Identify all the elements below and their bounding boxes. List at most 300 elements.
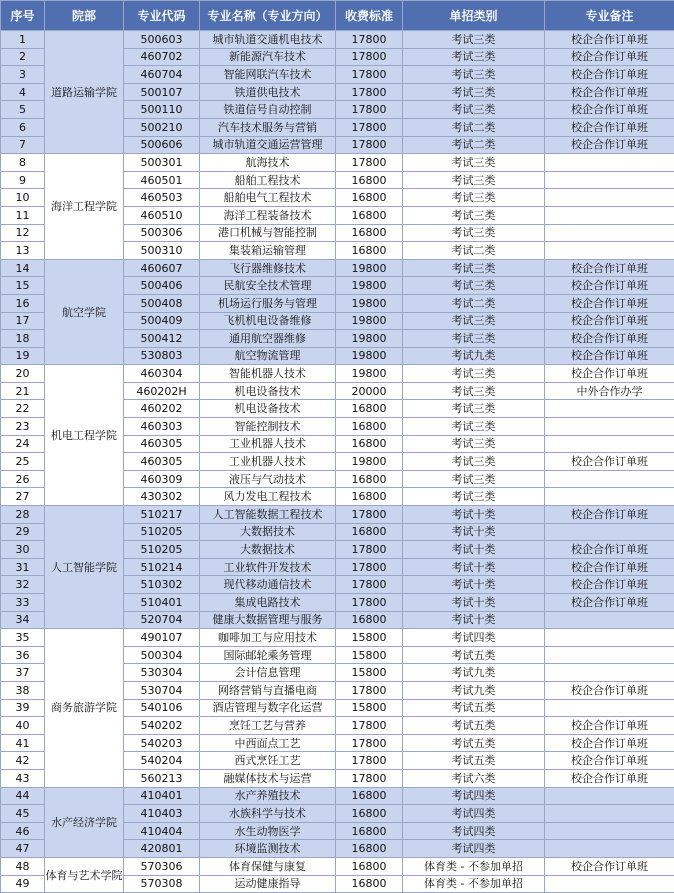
major-code-cell: 500301: [124, 154, 200, 172]
fee-cell: 17800: [336, 48, 403, 66]
remarks-cell: 校企合作订单班: [545, 576, 674, 594]
fee-cell: 17800: [336, 558, 403, 576]
major-code-cell: 460309: [124, 470, 200, 488]
admission-category-cell: 考试三类: [403, 418, 545, 436]
fee-cell: 19800: [336, 330, 403, 348]
remarks-cell: 校企合作订单班: [545, 769, 674, 787]
admission-category-cell: 考试三类: [403, 224, 545, 242]
major-code-cell: 500603: [124, 31, 200, 49]
remarks-cell: [545, 154, 674, 172]
major-code-cell: 570306: [124, 857, 200, 875]
major-name-cell: 汽车技术服务与营销: [200, 118, 336, 136]
fee-cell: 17800: [336, 752, 403, 770]
table-header: [1, 1, 674, 31]
admission-category-cell: 考试三类: [403, 101, 545, 119]
major-code-cell: 500409: [124, 312, 200, 330]
major-code-cell: 460510: [124, 206, 200, 224]
admission-category-cell: 考试十类: [403, 541, 545, 559]
admission-category-cell: 考试三类: [403, 83, 545, 101]
major-name-cell: 水生动物医学: [200, 822, 336, 840]
major-code-cell: 530704: [124, 681, 200, 699]
row-index-cell: 10: [1, 189, 45, 207]
admission-category-cell: 考试五类: [403, 717, 545, 735]
major-name-cell: 机场运行服务与管理: [200, 294, 336, 312]
admission-category-cell: 考试三类: [403, 277, 545, 295]
major-name-cell: 体育保健与康复: [200, 857, 336, 875]
major-name-cell: 城市轨道交通运营管理: [200, 136, 336, 154]
remarks-cell: [545, 664, 674, 682]
remarks-cell: 校企合作订单班: [545, 136, 674, 154]
major-name-cell: 船舶工程技术: [200, 171, 336, 189]
row-index-cell: 40: [1, 717, 45, 735]
admission-category-cell: 考试三类: [403, 154, 545, 172]
header-remarks: 专业备注: [545, 1, 674, 31]
major-name-cell: 现代移动通信技术: [200, 576, 336, 594]
remarks-cell: 校企合作订单班: [545, 857, 674, 875]
fee-cell: 19800: [336, 294, 403, 312]
row-index-cell: 13: [1, 242, 45, 260]
major-name-cell: 机电设备技术: [200, 382, 336, 400]
major-code-cell: 500408: [124, 294, 200, 312]
admission-category-cell: 考试三类: [403, 365, 545, 383]
major-code-cell: 540106: [124, 699, 200, 717]
major-code-cell: 460503: [124, 189, 200, 207]
fee-cell: 15800: [336, 664, 403, 682]
row-index-cell: 47: [1, 840, 45, 858]
major-name-cell: 中西面点工艺: [200, 734, 336, 752]
major-code-cell: 540204: [124, 752, 200, 770]
major-name-cell: 铁道供电技术: [200, 83, 336, 101]
major-name-cell: 咖啡加工与应用技术: [200, 629, 336, 647]
remarks-cell: 校企合作订单班: [545, 66, 674, 84]
admission-category-cell: 考试三类: [403, 259, 545, 277]
row-index-cell: 27: [1, 488, 45, 506]
remarks-cell: 校企合作订单班: [545, 541, 674, 559]
admission-category-cell: 体育类 - 不参加单招: [403, 875, 545, 893]
row-index-cell: 34: [1, 611, 45, 629]
admission-category-cell: 考试六类: [403, 769, 545, 787]
remarks-cell: 校企合作订单班: [545, 118, 674, 136]
remarks-cell: [545, 171, 674, 189]
remarks-cell: [545, 822, 674, 840]
fee-cell: 19800: [336, 453, 403, 471]
remarks-cell: [545, 629, 674, 647]
row-index-cell: 15: [1, 277, 45, 295]
remarks-cell: 中外合作办学: [545, 382, 674, 400]
row-index-cell: 42: [1, 752, 45, 770]
remarks-cell: [545, 189, 674, 207]
remarks-cell: 校企合作订单班: [545, 717, 674, 735]
major-code-cell: 540203: [124, 734, 200, 752]
major-code-cell: 530304: [124, 664, 200, 682]
major-name-cell: 机电设备技术: [200, 400, 336, 418]
admission-category-cell: 考试九类: [403, 347, 545, 365]
major-code-cell: 460202H: [124, 382, 200, 400]
admission-category-cell: 考试三类: [403, 312, 545, 330]
admission-category-cell: 考试三类: [403, 435, 545, 453]
remarks-cell: 校企合作订单班: [545, 294, 674, 312]
college-cell: 机电工程学院: [45, 365, 124, 506]
admission-category-cell: 考试三类: [403, 48, 545, 66]
remarks-cell: 校企合作订单班: [545, 752, 674, 770]
major-code-cell: 510205: [124, 541, 200, 559]
major-code-cell: 500412: [124, 330, 200, 348]
admission-category-cell: 考试四类: [403, 787, 545, 805]
table-row: [1, 857, 674, 875]
fee-cell: 17800: [336, 734, 403, 752]
major-name-cell: 港口机械与智能控制: [200, 224, 336, 242]
admission-category-cell: 考试五类: [403, 646, 545, 664]
row-index-cell: 26: [1, 470, 45, 488]
row-index-cell: 3: [1, 66, 45, 84]
major-name-cell: 融媒体技术与运营: [200, 769, 336, 787]
major-code-cell: 510302: [124, 576, 200, 594]
fee-cell: 17800: [336, 717, 403, 735]
major-name-cell: 工业软件开发技术: [200, 558, 336, 576]
major-name-cell: 集装箱运输管理: [200, 242, 336, 260]
fee-cell: 16800: [336, 242, 403, 260]
fee-cell: 16800: [336, 206, 403, 224]
fee-cell: 16800: [336, 805, 403, 823]
table-row: [1, 787, 674, 805]
row-index-cell: 21: [1, 382, 45, 400]
fee-cell: 17800: [336, 118, 403, 136]
remarks-cell: 校企合作订单班: [545, 453, 674, 471]
row-index-cell: 35: [1, 629, 45, 647]
major-name-cell: 会计信息管理: [200, 664, 336, 682]
row-index-cell: 1: [1, 31, 45, 49]
remarks-cell: [545, 488, 674, 506]
major-code-cell: 500110: [124, 101, 200, 119]
row-index-cell: 33: [1, 594, 45, 612]
fee-cell: 17800: [336, 154, 403, 172]
remarks-cell: 校企合作订单班: [545, 347, 674, 365]
fee-cell: 15800: [336, 646, 403, 664]
major-code-cell: 570308: [124, 875, 200, 893]
admission-category-cell: 考试十类: [403, 506, 545, 524]
row-index-cell: 19: [1, 347, 45, 365]
major-name-cell: 船舶电气工程技术: [200, 189, 336, 207]
row-index-cell: 22: [1, 400, 45, 418]
row-index-cell: 23: [1, 418, 45, 436]
major-code-cell: 500107: [124, 83, 200, 101]
admission-category-cell: 考试十类: [403, 576, 545, 594]
admission-category-cell: 考试九类: [403, 664, 545, 682]
major-code-cell: 460305: [124, 435, 200, 453]
fee-cell: 16800: [336, 875, 403, 893]
row-index-cell: 41: [1, 734, 45, 752]
row-index-cell: 12: [1, 224, 45, 242]
college-cell: 体育与艺术学院: [45, 857, 124, 892]
major-name-cell: 智能网联汽车技术: [200, 66, 336, 84]
college-cell: 水产经济学院: [45, 787, 124, 857]
admission-category-cell: 考试二类: [403, 136, 545, 154]
major-name-cell: 网络营销与直播电商: [200, 681, 336, 699]
major-code-cell: 460304: [124, 365, 200, 383]
fee-cell: 17800: [336, 541, 403, 559]
fee-cell: 19800: [336, 312, 403, 330]
admission-category-cell: 考试三类: [403, 400, 545, 418]
table-row: [1, 506, 674, 524]
row-index-cell: 25: [1, 453, 45, 471]
fee-cell: 17800: [336, 136, 403, 154]
major-name-cell: 航海技术: [200, 154, 336, 172]
remarks-cell: [545, 646, 674, 664]
admission-category-cell: 考试九类: [403, 681, 545, 699]
remarks-cell: 校企合作订单班: [545, 330, 674, 348]
remarks-cell: [545, 224, 674, 242]
fee-cell: 19800: [336, 259, 403, 277]
admission-category-cell: 体育类 - 不参加单招: [403, 857, 545, 875]
major-name-cell: 人工智能数据工程技术: [200, 506, 336, 524]
row-index-cell: 32: [1, 576, 45, 594]
major-code-cell: 460704: [124, 66, 200, 84]
row-index-cell: 31: [1, 558, 45, 576]
major-code-cell: 500606: [124, 136, 200, 154]
remarks-cell: 校企合作订单班: [545, 277, 674, 295]
fee-cell: 20000: [336, 382, 403, 400]
fee-cell: 17800: [336, 576, 403, 594]
remarks-cell: 校企合作订单班: [545, 101, 674, 119]
fee-cell: 16800: [336, 224, 403, 242]
fee-cell: 16800: [336, 857, 403, 875]
fee-cell: 16800: [336, 488, 403, 506]
admission-category-cell: 考试三类: [403, 488, 545, 506]
major-name-cell: 智能机器人技术: [200, 365, 336, 383]
row-index-cell: 18: [1, 330, 45, 348]
remarks-cell: [545, 400, 674, 418]
remarks-cell: [545, 611, 674, 629]
row-index-cell: 29: [1, 523, 45, 541]
major-code-cell: 460501: [124, 171, 200, 189]
row-index-cell: 6: [1, 118, 45, 136]
remarks-cell: 校企合作订单班: [545, 594, 674, 612]
college-cell: 航空学院: [45, 259, 124, 365]
remarks-cell: 校企合作订单班: [545, 681, 674, 699]
major-code-cell: 460305: [124, 453, 200, 471]
major-name-cell: 铁道信号自动控制: [200, 101, 336, 119]
row-index-cell: 14: [1, 259, 45, 277]
admission-category-cell: 考试五类: [403, 752, 545, 770]
remarks-cell: [545, 699, 674, 717]
row-index-cell: 49: [1, 875, 45, 893]
remarks-cell: 校企合作订单班: [545, 506, 674, 524]
major-name-cell: 西式烹饪工艺: [200, 752, 336, 770]
row-index-cell: 7: [1, 136, 45, 154]
header-index: 序号: [1, 1, 45, 31]
major-code-cell: 500304: [124, 646, 200, 664]
admission-category-cell: 考试二类: [403, 118, 545, 136]
row-index-cell: 38: [1, 681, 45, 699]
remarks-cell: [545, 435, 674, 453]
fee-cell: 17800: [336, 83, 403, 101]
table-row: [1, 365, 674, 383]
fee-cell: 17800: [336, 506, 403, 524]
major-name-cell: 健康大数据管理与服务: [200, 611, 336, 629]
row-index-cell: 48: [1, 857, 45, 875]
remarks-cell: 校企合作订单班: [545, 259, 674, 277]
fee-cell: 16800: [336, 840, 403, 858]
remarks-cell: 校企合作订单班: [545, 48, 674, 66]
major-name-cell: 烹饪工艺与营养: [200, 717, 336, 735]
fee-cell: 17800: [336, 681, 403, 699]
major-name-cell: 集成电路技术: [200, 594, 336, 612]
row-index-cell: 43: [1, 769, 45, 787]
table-body: [1, 31, 674, 893]
major-code-cell: 510401: [124, 594, 200, 612]
table-row: [1, 154, 674, 172]
major-name-cell: 大数据技术: [200, 523, 336, 541]
row-index-cell: 30: [1, 541, 45, 559]
remarks-cell: [545, 418, 674, 436]
major-code-cell: 460607: [124, 259, 200, 277]
fee-cell: 16800: [336, 171, 403, 189]
row-index-cell: 44: [1, 787, 45, 805]
admission-category-cell: 考试二类: [403, 294, 545, 312]
college-cell: 海洋工程学院: [45, 154, 124, 260]
admission-category-cell: 考试五类: [403, 699, 545, 717]
fee-cell: 17800: [336, 66, 403, 84]
major-name-cell: 环境监测技术: [200, 840, 336, 858]
major-code-cell: 560213: [124, 769, 200, 787]
major-code-cell: 530803: [124, 347, 200, 365]
fee-cell: 16800: [336, 189, 403, 207]
remarks-cell: [545, 470, 674, 488]
college-cell: 人工智能学院: [45, 506, 124, 629]
admission-category-cell: 考试四类: [403, 805, 545, 823]
major-code-cell: 500310: [124, 242, 200, 260]
major-code-cell: 510214: [124, 558, 200, 576]
admission-category-cell: 考试十类: [403, 611, 545, 629]
major-name-cell: 新能源汽车技术: [200, 48, 336, 66]
major-name-cell: 民航安全技术管理: [200, 277, 336, 295]
major-name-cell: 液压与气动技术: [200, 470, 336, 488]
remarks-cell: [545, 242, 674, 260]
admission-category-cell: 考试三类: [403, 206, 545, 224]
row-index-cell: 2: [1, 48, 45, 66]
fee-cell: 19800: [336, 365, 403, 383]
major-code-cell: 520704: [124, 611, 200, 629]
admission-category-cell: 考试三类: [403, 453, 545, 471]
remarks-cell: 校企合作订单班: [545, 83, 674, 101]
major-name-cell: 国际邮轮乘务管理: [200, 646, 336, 664]
major-code-cell: 460202: [124, 400, 200, 418]
major-code-cell: 410403: [124, 805, 200, 823]
admission-category-cell: 考试三类: [403, 330, 545, 348]
major-name-cell: 海洋工程装备技术: [200, 206, 336, 224]
admission-category-cell: 考试五类: [403, 734, 545, 752]
major-name-cell: 工业机器人技术: [200, 453, 336, 471]
fee-cell: 17800: [336, 101, 403, 119]
major-code-cell: 500306: [124, 224, 200, 242]
remarks-cell: [545, 805, 674, 823]
remarks-cell: [545, 787, 674, 805]
fee-cell: 16800: [336, 400, 403, 418]
header-college: 院部: [45, 1, 124, 31]
fee-cell: 16800: [336, 822, 403, 840]
major-name-cell: 运动健康指导: [200, 875, 336, 893]
major-code-cell: 460702: [124, 48, 200, 66]
major-code-cell: 500210: [124, 118, 200, 136]
major-code-cell: 410401: [124, 787, 200, 805]
college-cell: 道路运输学院: [45, 31, 124, 154]
header-fee: 收费标准: [336, 1, 403, 31]
admission-category-cell: 考试二类: [403, 242, 545, 260]
row-index-cell: 17: [1, 312, 45, 330]
major-code-cell: 420801: [124, 840, 200, 858]
admission-category-cell: 考试四类: [403, 822, 545, 840]
major-code-cell: 510217: [124, 506, 200, 524]
remarks-cell: 校企合作订单班: [545, 365, 674, 383]
row-index-cell: 28: [1, 506, 45, 524]
major-code-cell: 540202: [124, 717, 200, 735]
fee-cell: 16800: [336, 470, 403, 488]
major-code-cell: 500406: [124, 277, 200, 295]
admission-category-cell: 考试三类: [403, 171, 545, 189]
row-index-cell: 11: [1, 206, 45, 224]
major-code-cell: 430302: [124, 488, 200, 506]
header-major-code: 专业代码: [124, 1, 200, 31]
major-code-cell: 490107: [124, 629, 200, 647]
admission-category-cell: 考试十类: [403, 558, 545, 576]
admission-category-cell: 考试十类: [403, 594, 545, 612]
major-name-cell: 水族科学与技术: [200, 805, 336, 823]
row-index-cell: 46: [1, 822, 45, 840]
row-index-cell: 9: [1, 171, 45, 189]
admission-category-cell: 考试三类: [403, 189, 545, 207]
fee-cell: 15800: [336, 699, 403, 717]
major-name-cell: 酒店管理与数字化运营: [200, 699, 336, 717]
fee-cell: 16800: [336, 787, 403, 805]
row-index-cell: 37: [1, 664, 45, 682]
row-index-cell: 24: [1, 435, 45, 453]
header-major-name: 专业名称（专业方向）: [200, 1, 336, 31]
admission-category-cell: 考试三类: [403, 382, 545, 400]
major-name-cell: 风力发电工程技术: [200, 488, 336, 506]
major-name-cell: 大数据技术: [200, 541, 336, 559]
major-name-cell: 智能控制技术: [200, 418, 336, 436]
fee-cell: 16800: [336, 611, 403, 629]
row-index-cell: 45: [1, 805, 45, 823]
header-row: [1, 1, 674, 31]
admission-category-cell: 考试四类: [403, 840, 545, 858]
row-index-cell: 5: [1, 101, 45, 119]
remarks-cell: 校企合作订单班: [545, 734, 674, 752]
row-index-cell: 20: [1, 365, 45, 383]
major-name-cell: 航空物流管理: [200, 347, 336, 365]
fee-cell: 19800: [336, 347, 403, 365]
major-name-cell: 飞机机电设备维修: [200, 312, 336, 330]
row-index-cell: 36: [1, 646, 45, 664]
remarks-cell: [545, 206, 674, 224]
remarks-cell: [545, 875, 674, 893]
fee-cell: 17800: [336, 594, 403, 612]
fee-cell: 17800: [336, 31, 403, 49]
row-index-cell: 8: [1, 154, 45, 172]
row-index-cell: 16: [1, 294, 45, 312]
header-admission-category: 单招类别: [403, 1, 545, 31]
remarks-cell: [545, 840, 674, 858]
major-name-cell: 城市轨道交通机电技术: [200, 31, 336, 49]
remarks-cell: 校企合作订单班: [545, 558, 674, 576]
admission-category-cell: 考试四类: [403, 629, 545, 647]
table-row: [1, 629, 674, 647]
major-code-cell: 510205: [124, 523, 200, 541]
admission-category-cell: 考试十类: [403, 523, 545, 541]
college-cell: 商务旅游学院: [45, 629, 124, 787]
fee-cell: 16800: [336, 418, 403, 436]
admission-category-cell: 考试三类: [403, 66, 545, 84]
